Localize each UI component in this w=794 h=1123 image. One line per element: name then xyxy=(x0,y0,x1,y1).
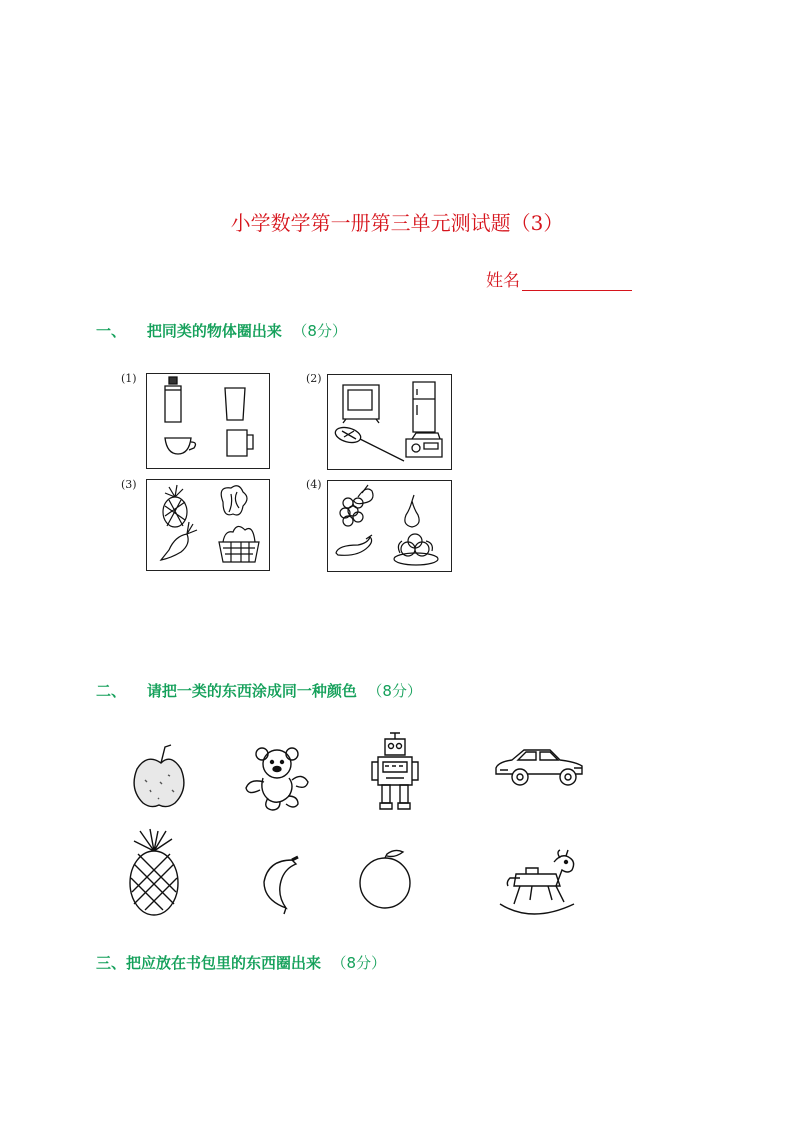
section-1-text: 把同类的物体圈出来 xyxy=(146,322,282,340)
banana-icon xyxy=(264,857,298,914)
rocking-horse-icon xyxy=(500,850,574,914)
box-1-label: (1) xyxy=(121,372,137,385)
apple-icon xyxy=(134,745,184,807)
section-1-score: （8分） xyxy=(292,322,347,340)
section-2-score: （8分） xyxy=(367,682,422,700)
section-3-number: 三、 xyxy=(96,954,127,972)
pineapple-icon xyxy=(130,829,178,915)
section-3-text: 把应放在书包里的东西圈出来 xyxy=(126,954,322,972)
orange-icon xyxy=(360,850,410,908)
car-icon xyxy=(496,750,582,785)
section-1-number: 一、 xyxy=(96,322,127,340)
section-3-heading xyxy=(96,952,386,973)
page-title: 小学数学第一册第三单元测试题（3） xyxy=(230,211,564,235)
section-2-text: 请把一类的东西涂成同一种颜色 xyxy=(146,682,357,700)
name-label: 姓名 xyxy=(486,271,520,291)
box-3-label: (3) xyxy=(121,478,137,491)
section-3-score: （8分） xyxy=(331,954,387,972)
section-2-number: 二、 xyxy=(96,682,127,700)
teddy-bear-icon xyxy=(246,748,308,810)
box-4-label: (4) xyxy=(306,478,322,491)
box-2-label: (2) xyxy=(306,372,322,385)
robot-icon xyxy=(372,733,418,809)
